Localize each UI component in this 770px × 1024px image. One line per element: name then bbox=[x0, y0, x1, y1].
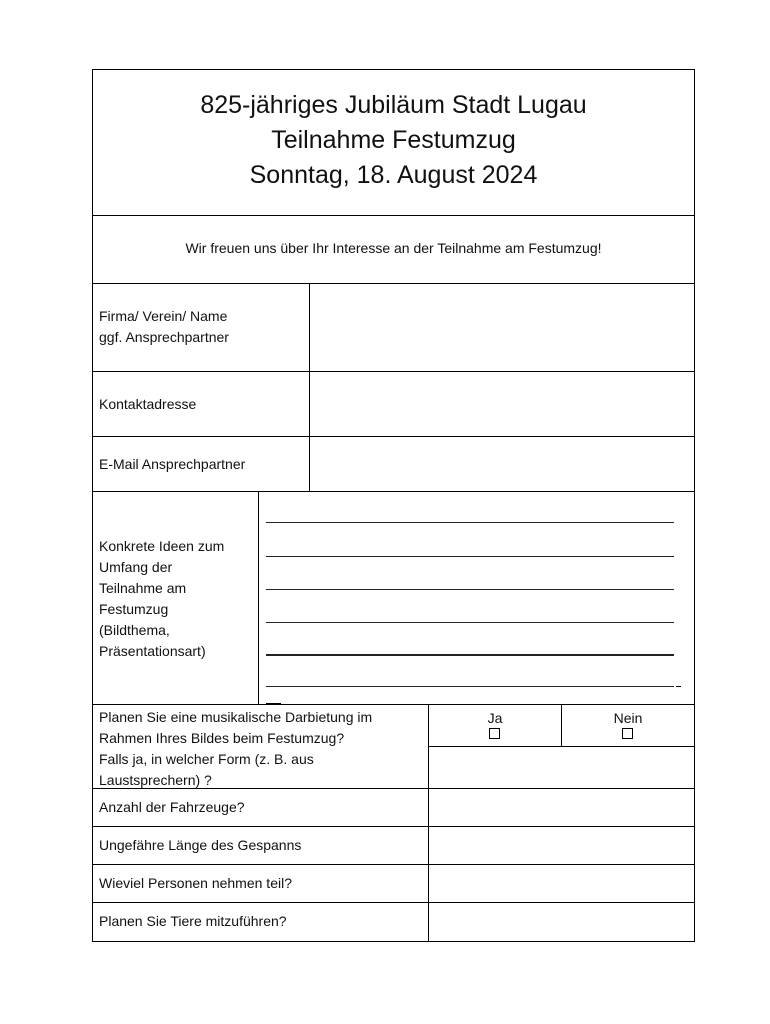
divider-ideen bbox=[92, 704, 695, 705]
writing-line-7-stub bbox=[266, 703, 281, 705]
label-ideen bbox=[99, 536, 224, 662]
title-line-3: Sonntag, 18. August 2024 bbox=[249, 161, 538, 189]
title-line-1: 825-jähriges Jubiläum Stadt Lugau bbox=[200, 91, 587, 119]
label-musik-line-1: Planen Sie eine musikalische Darbietung im bbox=[99, 709, 373, 725]
label-personen: Wieviel Personen nehmen teil? bbox=[99, 875, 292, 891]
label-kontakt: Kontaktadresse bbox=[99, 396, 197, 412]
label-tiere: Planen Sie Tiere mitzuführen? bbox=[99, 913, 287, 929]
input-musik-form[interactable] bbox=[429, 747, 694, 787]
divider-title bbox=[92, 215, 695, 216]
intro-text: Wir freuen uns über Ihr Interesse an der Teilnahme am Festumzug! bbox=[185, 240, 602, 256]
title-line-2: Teilnahme Festumzug bbox=[271, 126, 516, 154]
label-laenge: Ungefähre Länge des Gespanns bbox=[99, 837, 302, 853]
input-fahrzeuge[interactable] bbox=[429, 789, 694, 825]
input-kontakt[interactable] bbox=[310, 372, 694, 435]
writing-line-1 bbox=[266, 522, 674, 523]
option-ja-label: Ja bbox=[487, 710, 503, 726]
label-firma-line-1: Firma/ Verein/ Name bbox=[99, 308, 228, 324]
label-ideen-line-4: Festumzug bbox=[99, 601, 169, 617]
label-musik-line-4: Laustsprechern) ? bbox=[99, 772, 212, 788]
label-firma-line-2: ggf. Ansprechpartner bbox=[99, 329, 229, 345]
label-musik bbox=[99, 707, 372, 791]
label-ideen-line-3: Teilnahme am bbox=[99, 580, 187, 596]
writing-line-3 bbox=[266, 589, 674, 590]
label-musik-line-2: Rahmen Ihres Bildes beim Festumzug? bbox=[99, 730, 345, 746]
form-title bbox=[92, 88, 695, 193]
input-email[interactable] bbox=[310, 437, 694, 490]
label-email: E-Mail Ansprechpartner bbox=[99, 456, 246, 472]
input-laenge[interactable] bbox=[429, 827, 694, 863]
writing-line-4 bbox=[266, 622, 674, 623]
writing-line-6-tick bbox=[676, 686, 681, 687]
label-firma bbox=[99, 306, 229, 348]
column-divider-janein bbox=[561, 704, 562, 746]
label-ideen-line-5: (Bildthema, bbox=[99, 622, 170, 638]
input-ideen[interactable] bbox=[259, 492, 694, 703]
label-ideen-line-6: Präsentationsart) bbox=[99, 643, 206, 659]
option-nein-label: Nein bbox=[613, 710, 643, 726]
writing-line-6 bbox=[266, 686, 674, 687]
checkbox-ja[interactable] bbox=[489, 728, 500, 739]
writing-line-2 bbox=[266, 556, 674, 557]
label-musik-line-3: Falls ja, in welcher Form (z. B. aus bbox=[99, 751, 314, 767]
checkbox-nein[interactable] bbox=[622, 728, 633, 739]
writing-line-5 bbox=[266, 654, 674, 656]
input-personen[interactable] bbox=[429, 865, 694, 901]
label-ideen-line-1: Konkrete Ideen zum bbox=[99, 538, 225, 554]
label-fahrzeuge: Anzahl der Fahrzeuge? bbox=[99, 799, 245, 815]
label-ideen-line-2: Umfang der bbox=[99, 559, 173, 575]
input-tiere[interactable] bbox=[429, 903, 694, 941]
input-firma[interactable] bbox=[310, 284, 694, 370]
